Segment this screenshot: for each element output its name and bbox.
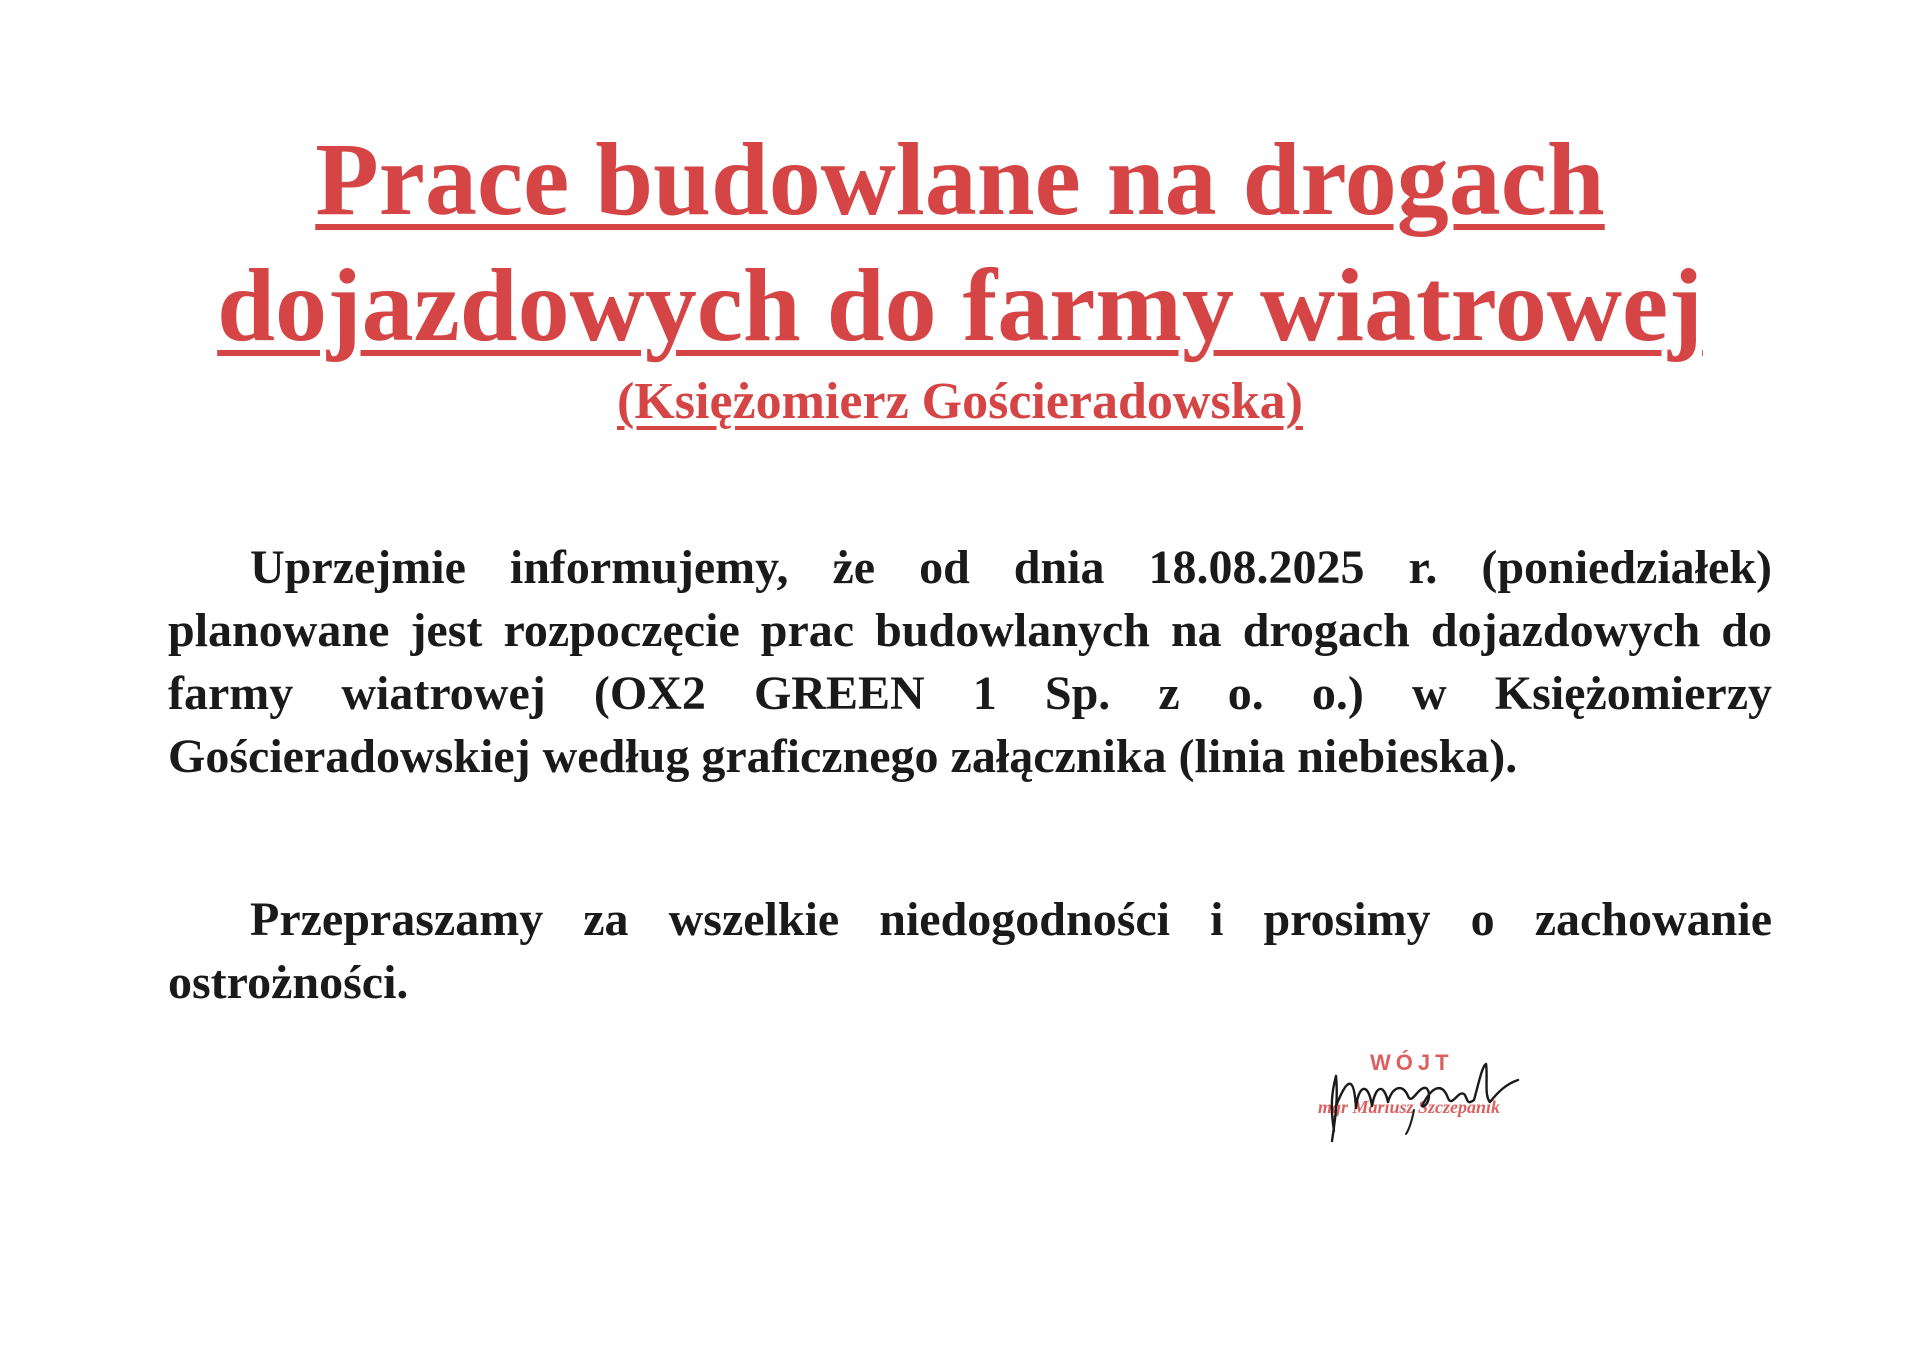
paragraph-apology: Przepraszamy za wszelkie niedogodności i prosimy o zachowanie ostrożności. (168, 893, 1772, 1009)
stamp-title: WÓJT (1370, 1050, 1454, 1075)
title-line-2: dojazdowych do farmy wiatrowej (217, 248, 1703, 363)
handwritten-signature (1318, 1036, 1528, 1146)
title-line-1: Prace budowlane na drogach (315, 122, 1605, 237)
subtitle: (Księżomierz Gościeradowska) (617, 373, 1303, 430)
paragraph-announcement: Uprzejmie informujemy, że od dnia 18.08.2025 r. (poniedziałek) planowane jest rozpoczęcie prac budowlanych na drogach dojazdowych do farmy wiatrowej (OX2 GREEN 1 Sp. z o. o.) w Księżomierzy Gościeradowskiej według graficznego załącznika (linia niebieska). (168, 541, 1772, 783)
stamp-name: mgr Mariusz Szczepanik (1318, 1097, 1501, 1117)
